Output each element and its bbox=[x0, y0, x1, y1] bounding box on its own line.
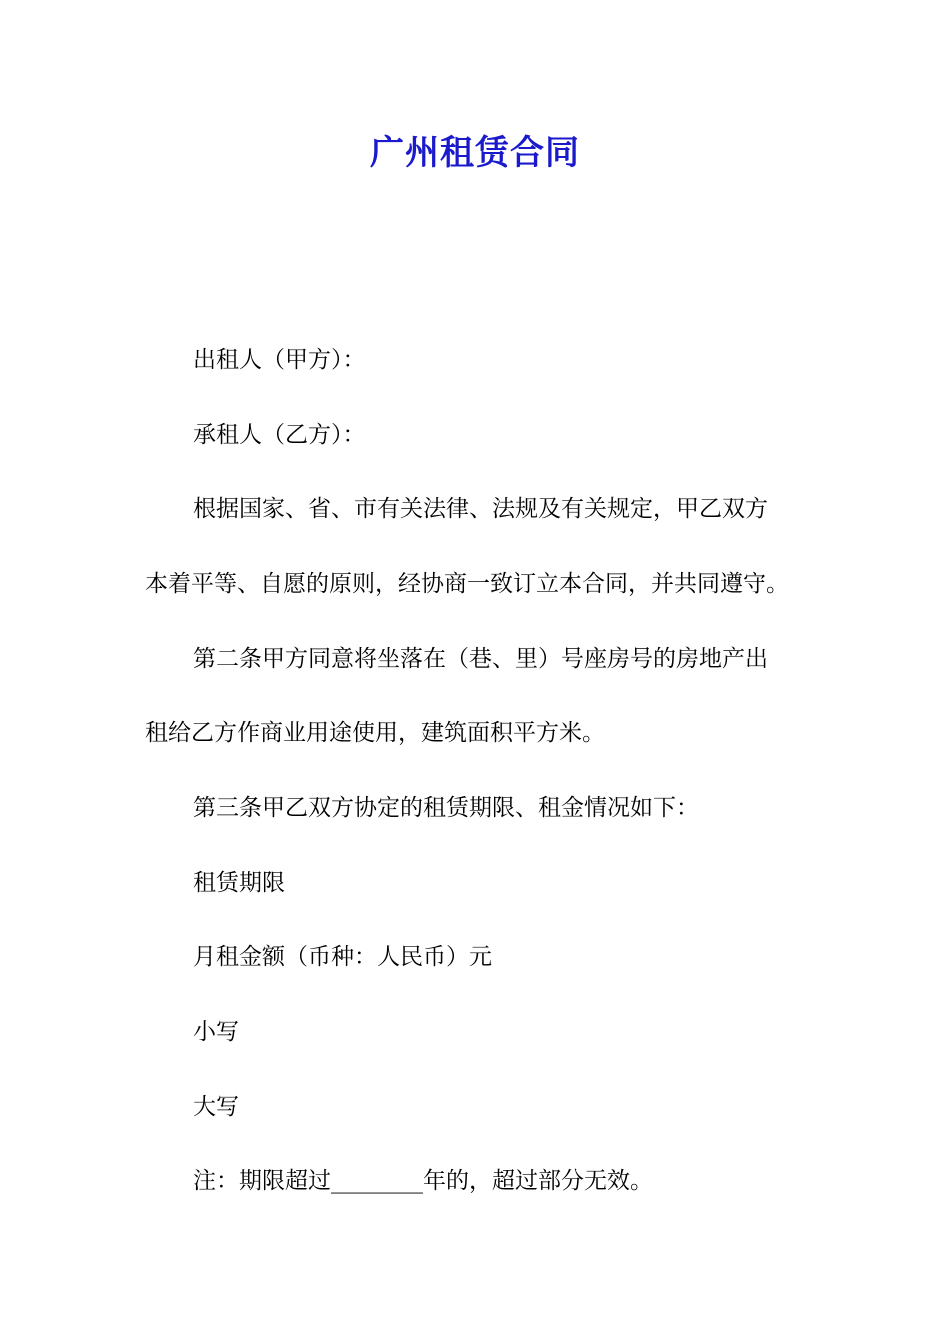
preamble-line-1: 根据国家、省、市有关法律、法规及有关规定，甲乙双方 bbox=[193, 496, 768, 522]
note-line: 注：期限超过________年的，超过部分无效。 bbox=[193, 1168, 653, 1194]
article-3-line: 第三条甲乙双方协定的租赁期限、租金情况如下： bbox=[193, 795, 699, 821]
lease-term-line: 租赁期限 bbox=[193, 870, 285, 896]
lessor-line: 出租人（甲方）： bbox=[193, 347, 366, 373]
article-2-line-1: 第二条甲方同意将坐落在（巷、里）号座房号的房地产出 bbox=[193, 646, 768, 672]
preamble-line-2: 本着平等、自愿的原则，经协商一致订立本合同，并共同遵守。 bbox=[145, 571, 789, 597]
uppercase-amount-line: 大写 bbox=[193, 1094, 239, 1120]
lowercase-amount-line: 小写 bbox=[193, 1019, 239, 1045]
monthly-rent-line: 月租金额（币种：人民币）元 bbox=[193, 944, 492, 970]
document-title: 广州租赁合同 bbox=[370, 133, 580, 173]
lessee-line: 承租人（乙方）： bbox=[193, 422, 366, 448]
article-2-line-2: 租给乙方作商业用途使用，建筑面积平方米。 bbox=[145, 720, 605, 746]
